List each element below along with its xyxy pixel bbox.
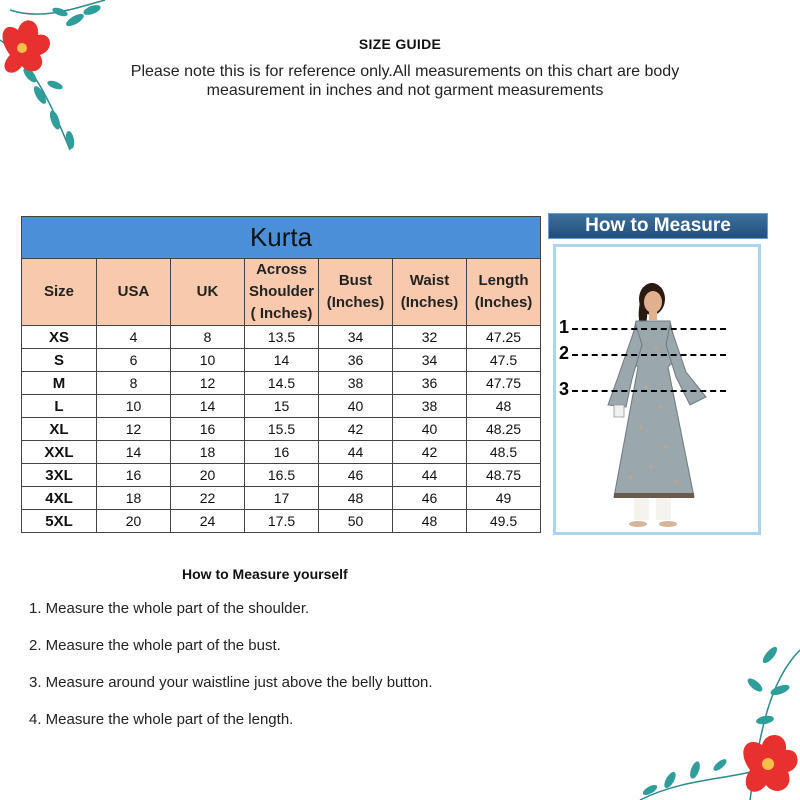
value-cell: 16 [97,464,171,487]
value-cell: 13.5 [245,326,319,349]
table-row [22,441,541,464]
size-cell: L [22,395,97,418]
size-cell: XL [22,418,97,441]
value-cell: 38 [319,372,393,395]
value-cell: 14 [245,349,319,372]
value-cell: 24 [171,510,245,533]
table-row [22,372,541,395]
table-caption: Kurta [22,217,541,259]
table-row [22,395,541,418]
value-cell: 15.5 [245,418,319,441]
value-cell: 49 [467,487,541,510]
value-cell: 16 [171,418,245,441]
column-header: Waist (Inches) [393,259,467,326]
how-to-measure-badge: How to Measure [548,213,768,239]
instruction-list [29,600,433,748]
value-cell: 20 [171,464,245,487]
value-cell: 32 [393,326,467,349]
column-header: Size [22,259,97,326]
value-cell: 15 [245,395,319,418]
size-chart [21,216,540,533]
column-header: Length (Inches) [467,259,541,326]
table-row [22,464,541,487]
value-cell: 47.5 [467,349,541,372]
value-cell: 46 [319,464,393,487]
marker-line-bust [572,354,726,356]
value-cell: 42 [319,418,393,441]
value-cell: 22 [171,487,245,510]
value-cell: 17 [245,487,319,510]
value-cell: 4 [97,326,171,349]
size-cell: XXL [22,441,97,464]
size-cell: XS [22,326,97,349]
marker-waist: 3 [559,379,570,399]
table-row [22,487,541,510]
instruction-step: 3. Measure around your waistline just above the belly button. [29,674,433,691]
value-cell: 49.5 [467,510,541,533]
value-cell: 20 [97,510,171,533]
value-cell: 8 [171,326,245,349]
instruction-step: 2. Measure the whole part of the bust. [29,637,281,654]
value-cell: 18 [171,441,245,464]
value-cell: 17.5 [245,510,319,533]
value-cell: 14.5 [245,372,319,395]
table-row [22,326,541,349]
table-row [22,349,541,372]
value-cell: 50 [319,510,393,533]
size-table [21,216,541,533]
table-row [22,418,541,441]
value-cell: 48 [467,395,541,418]
value-cell: 36 [319,349,393,372]
page-title: SIZE GUIDE [358,36,442,52]
marker-line-shoulder [572,328,726,330]
value-cell: 48 [393,510,467,533]
size-cell: 3XL [22,464,97,487]
size-cell: 4XL [22,487,97,510]
column-header: USA [97,259,171,326]
column-header: UK [171,259,245,326]
value-cell: 46 [393,487,467,510]
value-cell: 47.75 [467,372,541,395]
instructions-title: How to Measure yourself [182,566,348,582]
column-header: Bust (Inches) [319,259,393,326]
value-cell: 40 [393,418,467,441]
instruction-step: 1. Measure the whole part of the shoulder. [29,600,310,617]
value-cell: 10 [171,349,245,372]
value-cell: 14 [97,441,171,464]
value-cell: 38 [393,395,467,418]
value-cell: 14 [171,395,245,418]
value-cell: 16.5 [245,464,319,487]
value-cell: 12 [97,418,171,441]
size-cell: 5XL [22,510,97,533]
table-body [22,326,541,533]
instruction-step: 4. Measure the whole part of the length. [29,711,294,728]
marker-shoulder: 1 [559,317,570,337]
value-cell: 34 [393,349,467,372]
reference-note: Please note this is for reference only.All measurements on this chart are body measurement in inches and not garment measurements [130,63,680,99]
value-cell: 36 [393,372,467,395]
value-cell: 40 [319,395,393,418]
column-header: Across Shoulder ( Inches) [245,259,319,326]
size-cell: S [22,349,97,372]
floral-decoration-bottom-right [630,630,800,800]
value-cell: 34 [319,326,393,349]
value-cell: 6 [97,349,171,372]
value-cell: 8 [97,372,171,395]
value-cell: 42 [393,441,467,464]
size-cell: M [22,372,97,395]
value-cell: 47.25 [467,326,541,349]
value-cell: 18 [97,487,171,510]
value-cell: 10 [97,395,171,418]
value-cell: 44 [393,464,467,487]
table-row [22,510,541,533]
value-cell: 48.75 [467,464,541,487]
value-cell: 48.5 [467,441,541,464]
value-cell: 16 [245,441,319,464]
marker-bust: 2 [559,343,570,363]
table-header-row [22,259,541,326]
value-cell: 48.25 [467,418,541,441]
value-cell: 12 [171,372,245,395]
marker-line-waist [572,390,726,392]
value-cell: 48 [319,487,393,510]
value-cell: 44 [319,441,393,464]
